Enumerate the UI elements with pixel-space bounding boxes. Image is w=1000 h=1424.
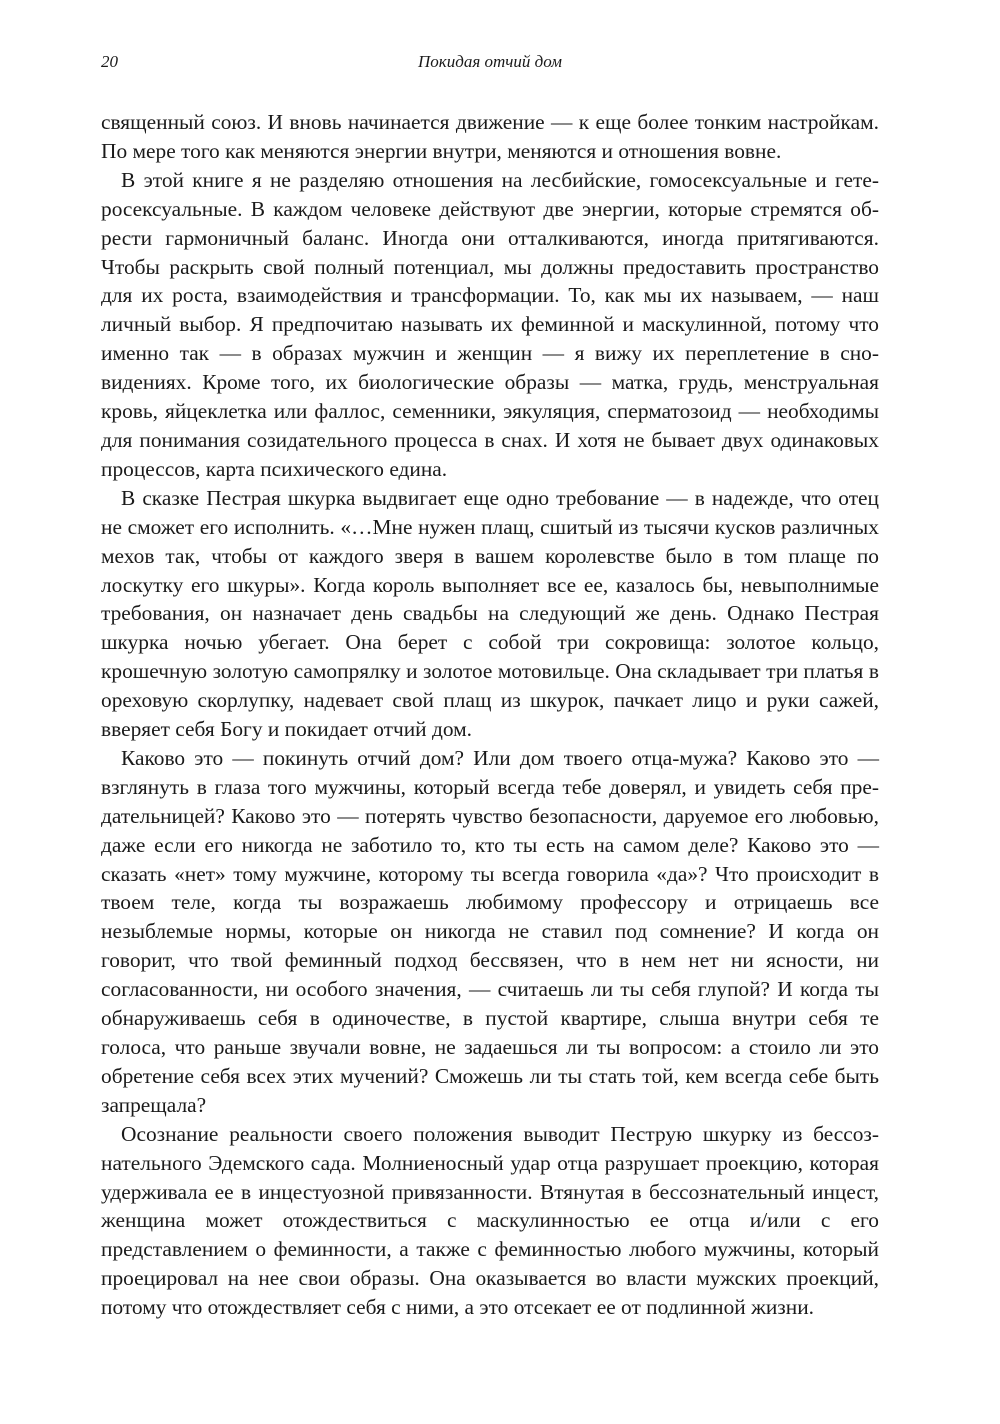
paragraph-5: Осознание реальности своего положения выводит Пеструю шкурку из бессознательного Эдемского сада. Молниеносный удар отца разрушает проекцию, которая удерживала ее в инцестуозной привязанности. Втянутая в бессознательный инцест, женщина может отождествиться с маскулинностью ее отца и/или с его представлением о феминности, а также с феминностью любого мужчины, который проецировал на нее свои образы. Она оказывается во власти мужских проекций, потому что отождествляет себя с ними, а это отсекает ее от подлинной жизни. <box>101 1121 879 1320</box>
running-header <box>101 52 879 76</box>
paragraph-1: священный союз. И вновь начинается движение — к еще более тонким настройкам. По мере того как меняются энергии внутри, меняются и отношения вовне. <box>101 110 879 163</box>
paragraph-2: В этой книге я не разделяю отношения на лесбийские, гомосексуальные и гетеросексуальные. В каждом человеке действуют две энергии, которые стремятся обрести гармоничный баланс. Иногда они отталкиваются, иногда притягиваются. Чтобы раскрыть свой полный потенциал, мы должны предоставить пространство для их роста, взаимодействия и трансформации. То, как мы их называем, — наш личный выбор. Я предпочитаю называть их феминной и маскулинной, потому что именно так — в образах мужчин и женщин — я вижу их переплетение в сновидениях. Кроме того, их биологические образы — матка, грудь, менструальная кровь, яйцеклетка или фаллос, семенники, эякуляция, сперматозоид — необходимы для понимания созидательного процесса в снах. И хотя не бывает двух одинаковых процессов, карта психического едина. <box>101 167 879 481</box>
running-title: Покидая отчий дом <box>418 52 562 71</box>
body-text <box>101 108 879 1322</box>
paragraph-4: Каково это — покинуть отчий дом? Или дом твоего отца-мужа? Каково это — взглянуть в глаза того мужчины, который всегда тебе доверял, и увидеть себя предательницей? Каково это — потерять чувство безопасности, даруемое его любовью, даже если его никогда не заботило то, кто ты есть на самом деле? Каково это — сказать «нет» тому мужчине, которому ты всегда говорила «да»? Что происходит в твоем теле, когда ты возражаешь любимому профессору и отрицаешь все незыблемые нормы, которые он никогда не ставил под сомнение? И когда он говорит, что твой феминный подход бессвязен, что в нем нет ни ясности, ни согласованности, ни особого значения, — считаешь ли ты себя глупой? И когда ты обнаруживаешь себя в одиночестве, в пустой квартире, слыша внутри себя те голоса, что раньше звучали вовне, не задаешься ли ты вопросом: а стоило ли это обретение себя всех этих мучений? Сможешь ли ты стать той, кем всегда себе быть запрещала? <box>101 745 879 1117</box>
paragraph-3: В сказке Пестрая шкурка выдвигает еще одно требование — в надежде, что отец не сможет его исполнить. «…Мне нужен плащ, сшитый из тысячи кусков различных мехов так, чтобы от каждого зверя в вашем королевстве было в том плаще по лоскутку его шкуры». Когда король выполняет все ее, казалось бы, невыполнимые требования, он назначает день свадьбы на следующий же день. Однако Пестрая шкурка ночью убегает. Она берет с собой три сокровища: золотое кольцо, крошечную золотую самопрялку и золотое мотовильце. Она складывает три платья в ореховую скорлупку, надевает свой плащ из шкурок, пачкает лицо и руки сажей, вверяет себя Богу и покидает отчий дом. <box>101 485 879 742</box>
page-number: 20 <box>101 52 118 71</box>
